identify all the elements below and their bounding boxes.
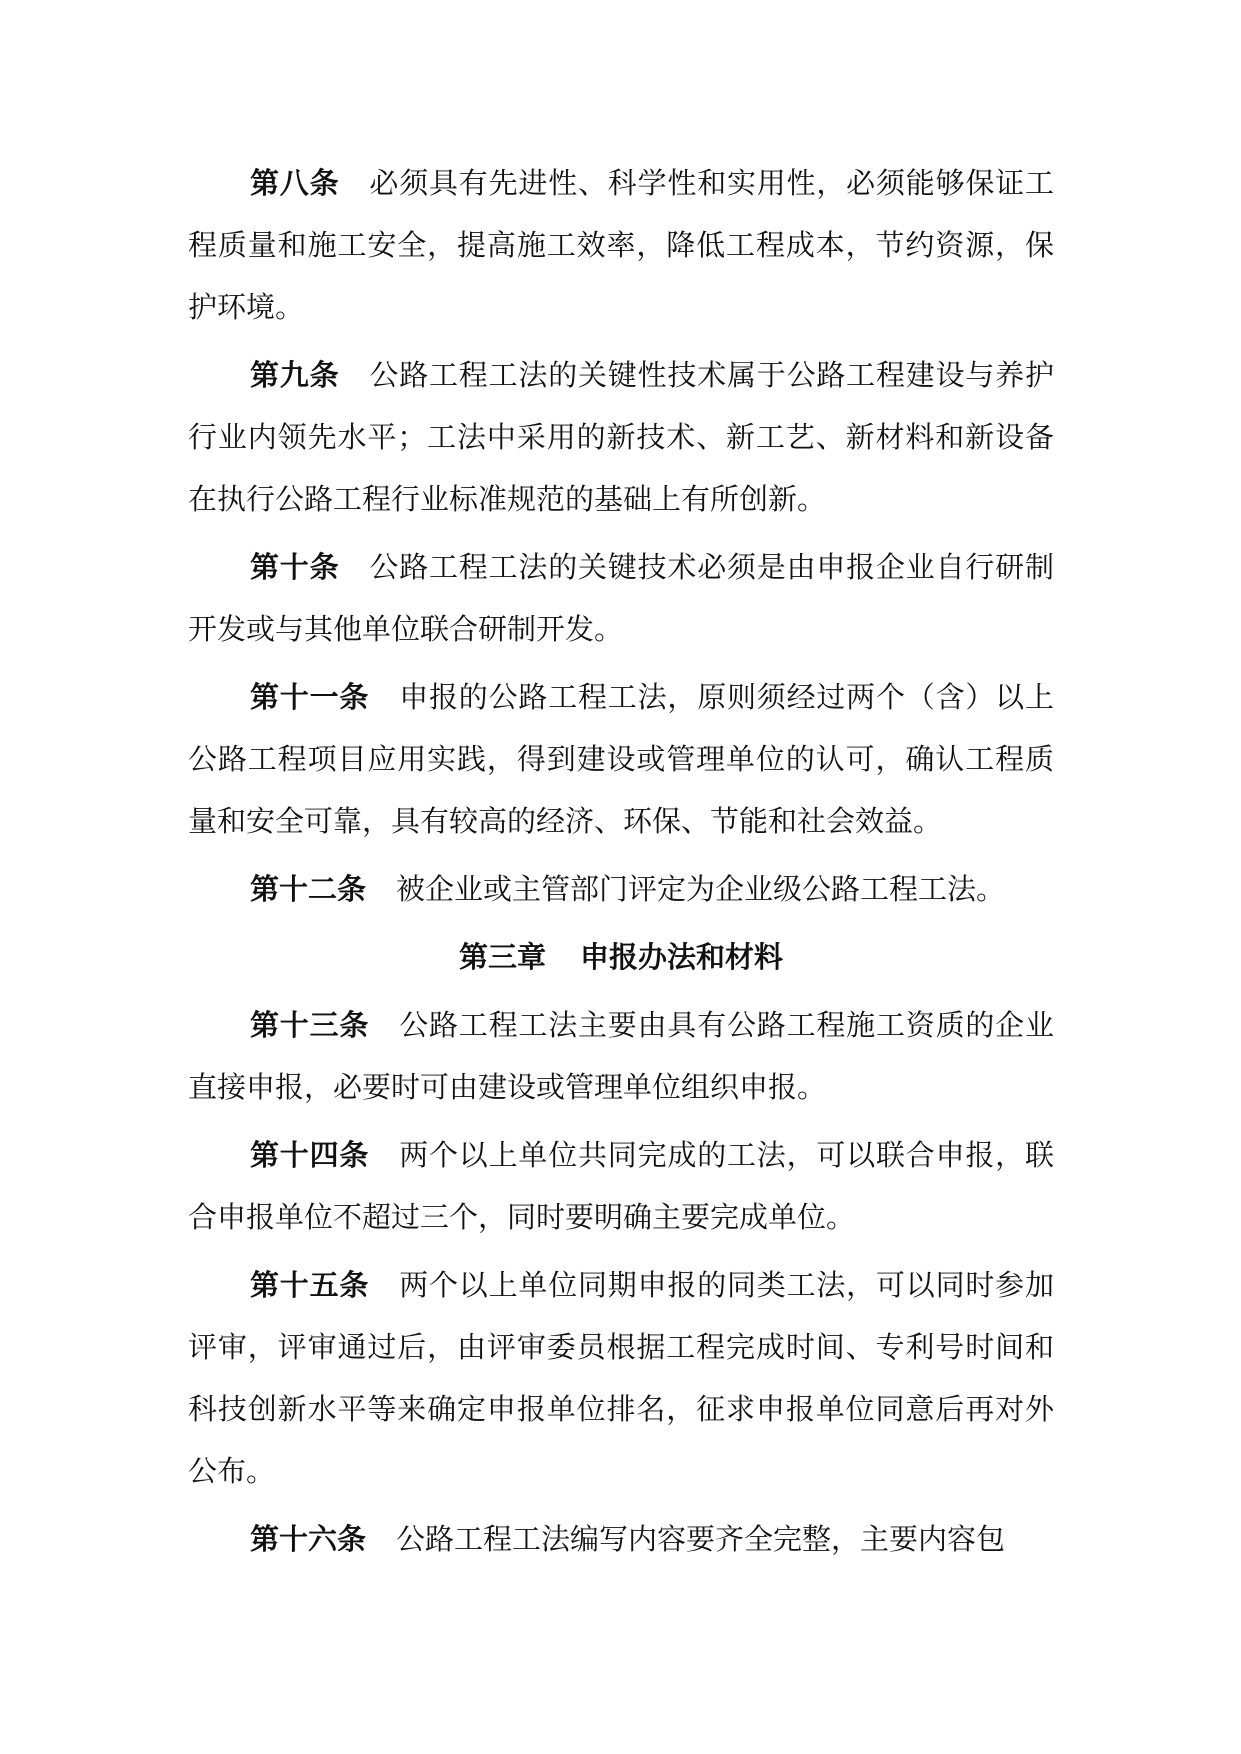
chapter-number: 第三章 xyxy=(458,940,546,974)
article-number: 第十三条 xyxy=(250,1008,370,1042)
document-body xyxy=(188,152,1054,1576)
article-10 xyxy=(188,536,1054,660)
article-number: 第十条 xyxy=(250,550,340,584)
article-number: 第九条 xyxy=(250,358,340,392)
article-text: 公路工程工法的关键性技术属于公路工程建设与养护行业内领先水平；工法中采用的新技术、新工艺、新材料和新设备在执行公路工程行业标准规范的基础上有所创新。 xyxy=(188,358,1054,516)
article-text: 两个以上单位共同完成的工法，可以联合申报，联合申报单位不超过三个，同时要明确主要完成单位。 xyxy=(188,1138,1054,1234)
article-9 xyxy=(188,344,1054,530)
article-text: 申报的公路工程工法，原则须经过两个（含）以上公路工程项目应用实践，得到建设或管理单位的认可，确认工程质量和安全可靠，具有较高的经济、环保、节能和社会效益。 xyxy=(188,680,1054,838)
article-number: 第十二条 xyxy=(250,872,367,906)
article-number: 第十六条 xyxy=(250,1522,367,1556)
article-number: 第十五条 xyxy=(250,1268,370,1302)
article-14 xyxy=(188,1124,1054,1248)
article-8 xyxy=(188,152,1054,338)
article-text: 两个以上单位同期申报的同类工法，可以同时参加评审，评审通过后，由评审委员根据工程完成时间、专利号时间和科技创新水平等来确定申报单位排名，征求申报单位同意后再对外公布。 xyxy=(188,1268,1054,1488)
article-number: 第十四条 xyxy=(250,1138,370,1172)
article-11 xyxy=(188,666,1054,852)
article-text: 公路工程工法主要由具有公路工程施工资质的企业直接申报，必要时可由建设或管理单位组织申报。 xyxy=(188,1008,1054,1104)
article-12 xyxy=(188,858,1054,920)
article-number: 第十一条 xyxy=(250,680,370,714)
article-text: 必须具有先进性、科学性和实用性，必须能够保证工程质量和施工安全，提高施工效率，降低工程成本，节约资源，保护环境。 xyxy=(188,166,1054,324)
chapter-title: 申报办法和材料 xyxy=(580,940,784,974)
article-13 xyxy=(188,994,1054,1118)
article-text: 被企业或主管部门评定为企业级公路工程工法。 xyxy=(396,872,1006,906)
article-text: 公路工程工法编写内容要齐全完整，主要内容包 xyxy=(396,1522,1006,1556)
chapter-heading xyxy=(188,926,1054,988)
article-15 xyxy=(188,1254,1054,1502)
article-16 xyxy=(188,1508,1054,1570)
article-number: 第八条 xyxy=(250,166,340,200)
article-text: 公路工程工法的关键技术必须是由申报企业自行研制开发或与其他单位联合研制开发。 xyxy=(188,550,1054,646)
